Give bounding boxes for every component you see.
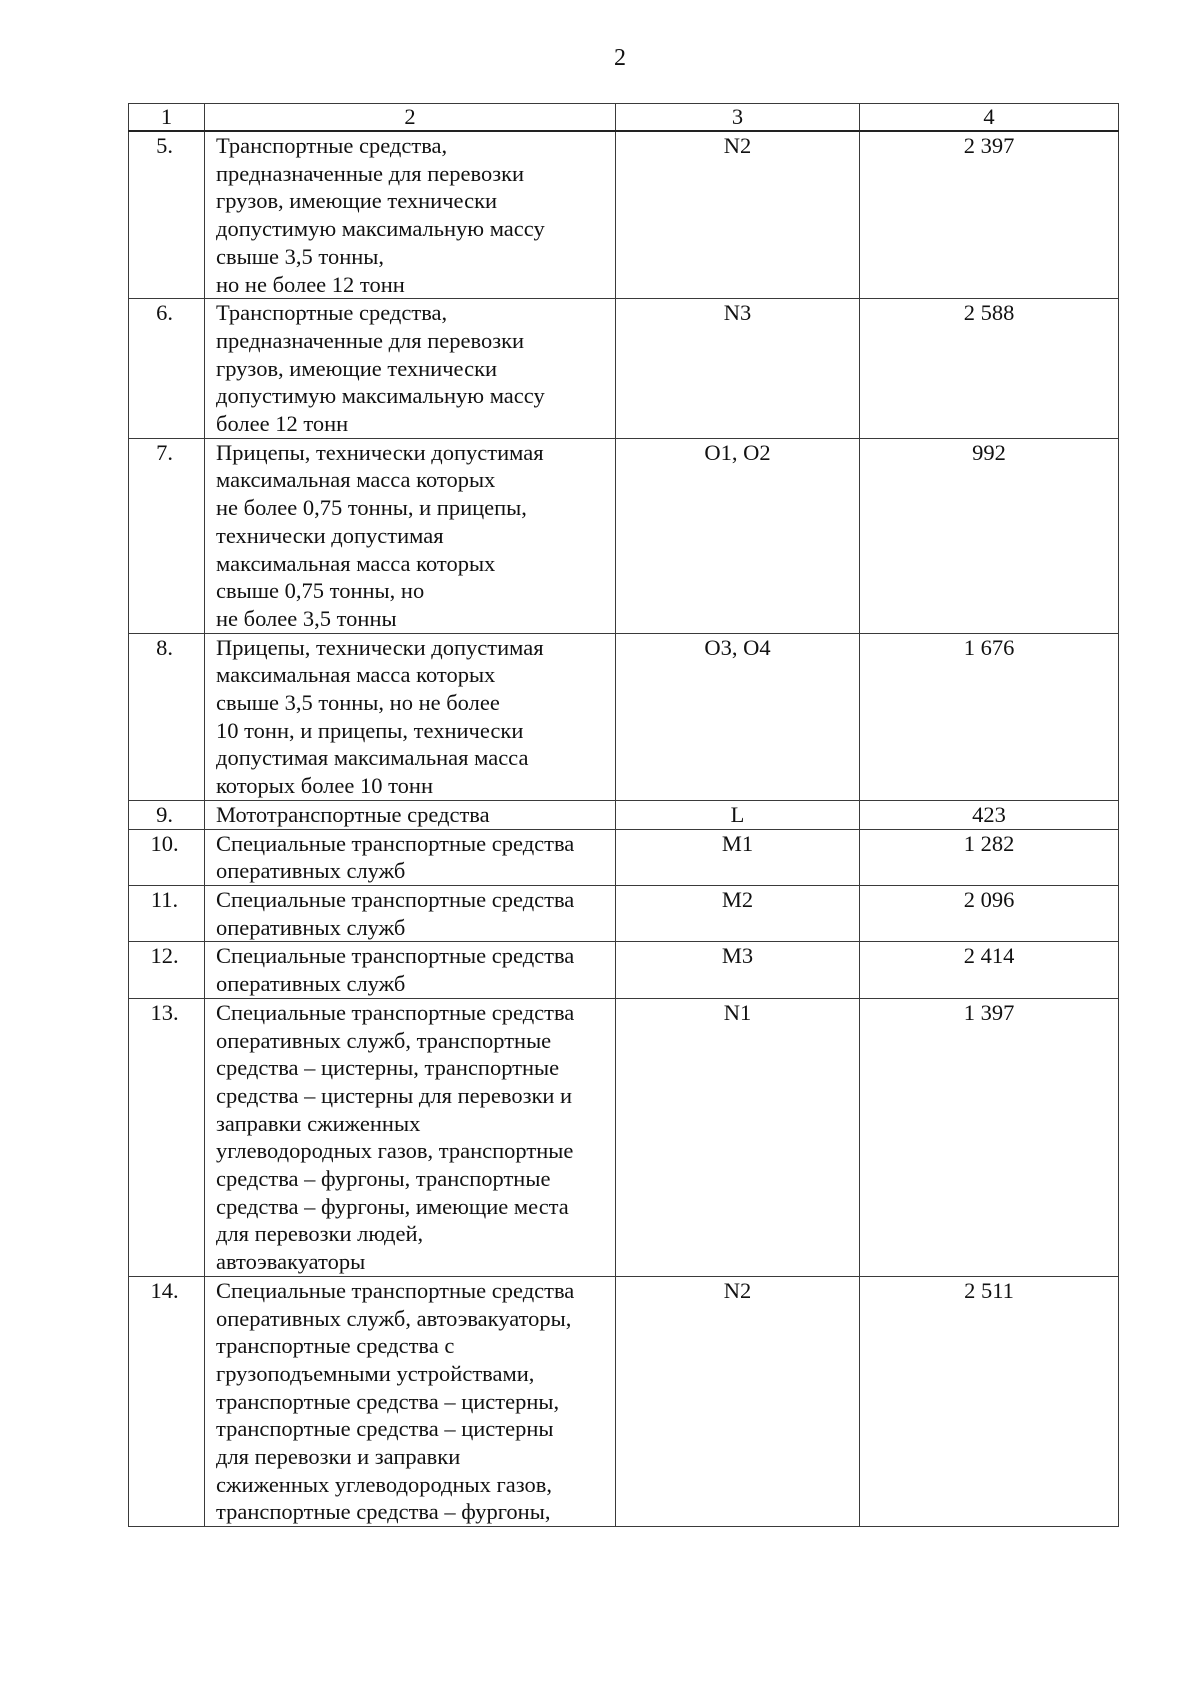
description-line: Прицепы, технически допустимая: [216, 439, 544, 465]
description-line: Прицепы, технически допустимая: [216, 634, 544, 660]
row-value: 2 397: [860, 131, 1119, 299]
row-number: 11.: [129, 885, 205, 941]
row-description: [205, 998, 616, 1276]
row-value: 1 397: [860, 998, 1119, 1276]
table-row: [129, 829, 1119, 885]
row-category: N3: [616, 299, 860, 439]
header-row: [129, 104, 1119, 132]
row-category: N2: [616, 1276, 860, 1526]
description-line: сжиженных углеводородных газов,: [216, 1471, 553, 1497]
description-line: оперативных служб: [216, 858, 406, 884]
row-description: [205, 299, 616, 439]
row-value: 1 676: [860, 633, 1119, 800]
description-line: грузов, имеющие технически: [216, 355, 498, 381]
description-line: Специальные транспортные средства: [216, 999, 575, 1025]
description-line: Специальные транспортные средства: [216, 943, 575, 969]
description-line: не более 3,5 тонны: [216, 605, 397, 631]
row-value: 2 511: [860, 1276, 1119, 1526]
row-number: 8.: [129, 633, 205, 800]
description-line: 10 тонн, и прицепы, технически: [216, 717, 524, 743]
description-line: допустимая максимальная масса: [216, 745, 529, 771]
row-number: 14.: [129, 1276, 205, 1526]
row-category: L: [616, 800, 860, 829]
description-line: допустимую максимальную массу: [216, 216, 545, 242]
table-body: [129, 104, 1119, 1527]
table-row: [129, 1276, 1119, 1526]
description-line: свыше 0,75 тонны, но: [216, 578, 425, 604]
description-line: Специальные транспортные средства: [216, 1277, 575, 1303]
description-line: транспортные средства – цистерны,: [216, 1388, 560, 1414]
description-line: оперативных служб: [216, 914, 406, 940]
description-line: но не более 12 тонн: [216, 271, 405, 297]
page-number: 2: [614, 45, 626, 71]
description-line: средства – цистерны, транспортные: [216, 1055, 560, 1081]
row-category: O3, O4: [616, 633, 860, 800]
description-line: оперативных служб: [216, 971, 406, 997]
row-description: [205, 1276, 616, 1526]
description-line: не более 0,75 тонны, и прицепы,: [216, 495, 527, 521]
row-category: M3: [616, 942, 860, 998]
description-line: предназначенные для перевозки: [216, 160, 525, 186]
row-category: N2: [616, 131, 860, 299]
description-line: грузов, имеющие технически: [216, 188, 498, 214]
table-row: [129, 131, 1119, 299]
description-line: автоэвакуаторы: [216, 1249, 366, 1275]
header-cell-4: 4: [860, 104, 1119, 132]
row-description: [205, 131, 616, 299]
description-line: оперативных служб, транспортные: [216, 1027, 552, 1053]
row-number: 13.: [129, 998, 205, 1276]
description-line: которых более 10 тонн: [216, 773, 433, 799]
header-cell-1: 1: [129, 104, 205, 132]
description-line: Транспортные средства,: [216, 133, 448, 158]
description-line: средства – фургоны, транспортные: [216, 1166, 551, 1192]
row-value: 992: [860, 438, 1119, 633]
description-line: Специальные транспортные средства: [216, 886, 575, 912]
description-line: допустимую максимальную массу: [216, 383, 545, 409]
description-line: технически допустимая: [216, 522, 444, 548]
row-category: N1: [616, 998, 860, 1276]
row-description: [205, 829, 616, 885]
row-value: 1 282: [860, 829, 1119, 885]
header-cell-2: 2: [205, 104, 616, 132]
description-line: углеводородных газов, транспортные: [216, 1138, 574, 1164]
row-value: 2 096: [860, 885, 1119, 941]
description-line: Специальные транспортные средства: [216, 830, 575, 856]
description-line: заправки сжиженных: [216, 1110, 421, 1136]
description-line: максимальная масса которых: [216, 550, 496, 576]
row-description: [205, 438, 616, 633]
row-value: 2 414: [860, 942, 1119, 998]
table-row: [129, 800, 1119, 829]
row-category: M1: [616, 829, 860, 885]
row-number: 7.: [129, 438, 205, 633]
description-line: транспортные средства – фургоны,: [216, 1499, 551, 1525]
tariff-table: [128, 103, 1119, 1527]
description-line: максимальная масса которых: [216, 467, 496, 493]
description-line: максимальная масса которых: [216, 662, 496, 688]
table-row: [129, 299, 1119, 439]
description-line: Транспортные средства,: [216, 300, 448, 326]
description-line: для перевозки людей,: [216, 1221, 424, 1247]
row-description: [205, 800, 616, 829]
table-row: [129, 998, 1119, 1276]
table-row: [129, 885, 1119, 941]
row-value: 423: [860, 800, 1119, 829]
description-line: средства – цистерны для перевозки и: [216, 1082, 573, 1108]
description-line: Мототранспортные средства: [216, 801, 490, 827]
row-number: 10.: [129, 829, 205, 885]
table-row: [129, 438, 1119, 633]
row-value: 2 588: [860, 299, 1119, 439]
description-line: более 12 тонн: [216, 411, 349, 437]
row-number: 9.: [129, 800, 205, 829]
description-line: грузоподъемными устройствами,: [216, 1360, 535, 1386]
description-line: транспортные средства с: [216, 1333, 455, 1359]
table-row: [129, 942, 1119, 998]
description-line: для перевозки и заправки: [216, 1444, 461, 1470]
row-number: 6.: [129, 299, 205, 439]
row-category: M2: [616, 885, 860, 941]
row-description: [205, 885, 616, 941]
row-description: [205, 942, 616, 998]
description-line: транспортные средства – цистерны: [216, 1416, 554, 1442]
description-line: предназначенные для перевозки: [216, 327, 525, 353]
description-line: свыше 3,5 тонны, но не более: [216, 690, 500, 716]
description-line: оперативных служб, автоэвакуаторы,: [216, 1305, 572, 1331]
row-category: O1, O2: [616, 438, 860, 633]
description-line: средства – фургоны, имеющие места: [216, 1193, 569, 1219]
row-number: 5.: [129, 131, 205, 299]
header-cell-3: 3: [616, 104, 860, 132]
row-number: 12.: [129, 942, 205, 998]
table-row: [129, 633, 1119, 800]
row-description: [205, 633, 616, 800]
description-line: свыше 3,5 тонны,: [216, 243, 385, 269]
